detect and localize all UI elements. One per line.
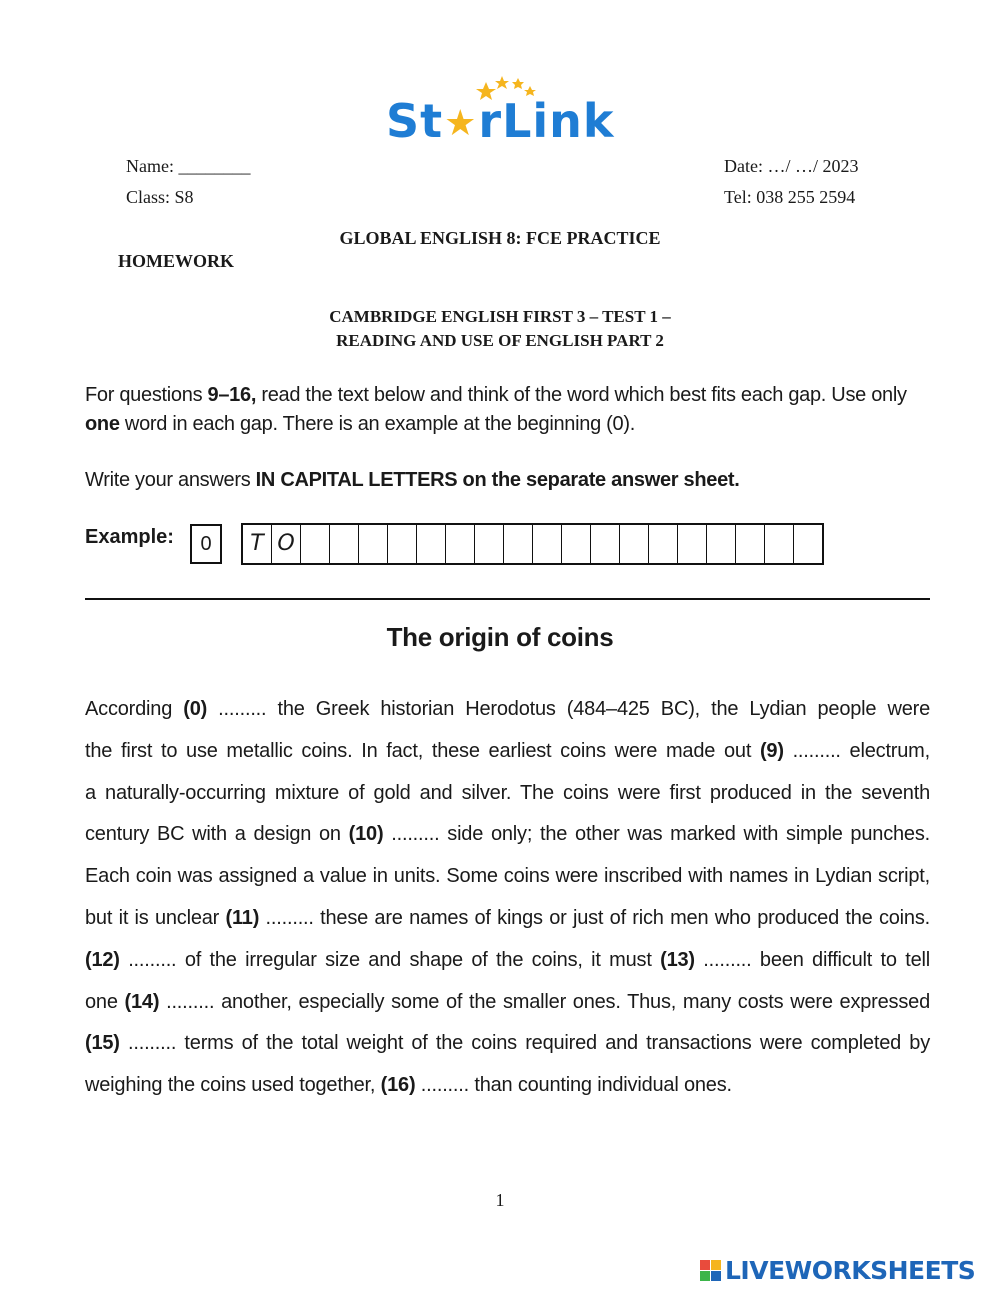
color-block	[711, 1271, 721, 1281]
color-block	[711, 1260, 721, 1270]
example-cell: O	[272, 525, 301, 563]
passage-segment: a naturally-occurring mixture of gold and silver. The coins were first produced in the seventh	[85, 781, 930, 804]
page-number: 1	[495, 1190, 505, 1210]
star-icon: ★	[444, 103, 478, 144]
example-row	[85, 520, 825, 566]
passage-segment: ......... terms of the total weight of the coins required and transactions were completed by	[119, 1032, 930, 1055]
passage-segment: one	[85, 990, 125, 1013]
example-cell	[388, 525, 417, 563]
tel-field: Tel: 038 255 2594	[724, 187, 856, 207]
gap-number: (11)	[225, 906, 260, 929]
passage-line	[85, 943, 930, 985]
gap-number: (15)	[85, 1032, 120, 1055]
passage-segment: ......... the Greek historian Herodotus (484–425 BC), the Lydian people were	[207, 698, 930, 720]
example-cell	[794, 525, 822, 563]
example-cell	[562, 525, 591, 563]
answer-instructions: Write your answers IN CAPITAL LETTERS on the separate answer sheet.	[85, 469, 740, 491]
example-cell	[678, 525, 707, 563]
gap-number: (13)	[660, 948, 695, 971]
passage-line	[85, 734, 930, 776]
example-cell	[736, 525, 765, 563]
blocks-icon	[700, 1260, 721, 1281]
example-number-box: 0	[190, 524, 222, 564]
class-field: Class: S8	[126, 187, 194, 207]
gap-number: (9)	[759, 739, 784, 762]
passage-line	[85, 859, 930, 901]
passage-line	[85, 776, 930, 818]
liveworksheets-wordmark: LIVEWORKSHEETS	[725, 1256, 976, 1285]
passage-segment: ......... been difficult to tell	[694, 948, 930, 971]
example-answer-grid	[241, 523, 824, 565]
test-title-line-2: READING AND USE OF ENGLISH PART 2	[336, 331, 664, 350]
passage-title: The origin of coins	[386, 622, 614, 652]
date-field: Date: …/ …/ 2023	[724, 156, 859, 176]
gap-number: (10)	[348, 823, 384, 846]
passage-segment: weighing the coins used together,	[85, 1074, 381, 1097]
passage-line	[85, 901, 930, 943]
course-title: GLOBAL ENGLISH 8: FCE PRACTICE	[339, 228, 661, 248]
example-cell	[417, 525, 446, 563]
instructions-paragraph: For questions 9–16, read the text below and think of the word which best fits each gap. Use only one word in each gap. There is an example at the beginning (0).	[85, 384, 907, 435]
passage-segment: Each coin was assigned a value in units. Some coins were inscribed with names in Lydian script,	[85, 865, 930, 888]
example-cell	[707, 525, 736, 563]
passage-segment: century BC with a design on	[85, 823, 349, 846]
example-cell	[475, 525, 504, 563]
passage-segment: but it is unclear	[85, 906, 226, 929]
divider	[85, 598, 930, 600]
homework-label: HOMEWORK	[118, 251, 234, 271]
color-block	[700, 1260, 710, 1270]
passage-line	[85, 1068, 930, 1110]
example-cell	[446, 525, 475, 563]
starlink-logo	[386, 70, 626, 150]
example-cell	[301, 525, 330, 563]
passage-segment: According	[85, 698, 184, 720]
color-block	[700, 1271, 710, 1281]
gap-number: (12)	[85, 948, 120, 971]
passage-text	[85, 692, 930, 1110]
logo-wordmark: St★rLink	[386, 94, 615, 148]
passage-line	[85, 817, 930, 859]
name-field: Name: ________	[126, 156, 251, 176]
passage-segment: ......... electrum,	[783, 739, 930, 762]
passage-segment: ......... another, especially some of the smaller ones. Thus, many costs were expressed	[159, 990, 930, 1013]
gap-number: (14)	[124, 990, 160, 1013]
gap-number: (16)	[380, 1074, 416, 1097]
example-cell	[649, 525, 678, 563]
example-cell	[330, 525, 359, 563]
passage-line	[85, 692, 930, 734]
example-cell	[533, 525, 562, 563]
example-label: Example:	[85, 526, 174, 548]
passage-segment: ......... side only; the other was marked with simple punches.	[383, 823, 931, 846]
liveworksheets-logo	[700, 1256, 975, 1286]
passage-segment: ......... these are names of kings or just of rich men who produced the coins.	[259, 906, 930, 929]
example-cell: T	[243, 525, 272, 563]
passage-line	[85, 985, 930, 1027]
passage-segment: ......... of the irregular size and shape of the coins, it must	[119, 948, 661, 971]
passage-segment: the first to use metallic coins. In fact, these earliest coins were made out	[85, 739, 760, 762]
passage-segment: ......... than counting individual ones.	[415, 1074, 732, 1097]
example-cell	[620, 525, 649, 563]
test-title-line-1: CAMBRIDGE ENGLISH FIRST 3 – TEST 1 –	[329, 307, 671, 326]
passage-line	[85, 1026, 930, 1068]
example-cell	[504, 525, 533, 563]
example-cell	[765, 525, 794, 563]
example-cell	[591, 525, 620, 563]
example-cell	[359, 525, 388, 563]
gap-number: (0)	[183, 698, 208, 720]
